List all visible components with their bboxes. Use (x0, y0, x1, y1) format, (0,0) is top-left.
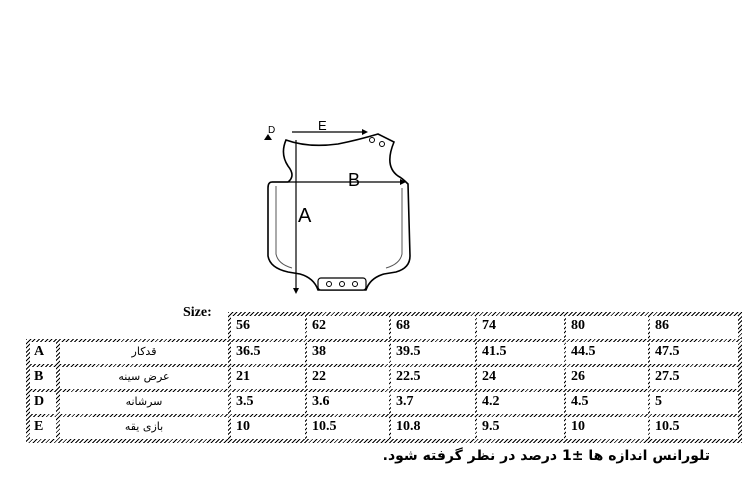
row-e-value: 10 (566, 417, 648, 439)
measure-e-arrow (362, 129, 368, 135)
row-code-d: D (30, 392, 56, 414)
snap-3 (353, 282, 358, 287)
row-e-value: 10.5 (650, 417, 738, 439)
size-label: Size: (183, 305, 212, 320)
row-e-value: 10.5 (307, 417, 389, 439)
size-cell-80: 80 (566, 316, 648, 339)
row-b-value: 22 (307, 367, 389, 389)
row-code-a: A (30, 342, 56, 364)
row-a-value: 36.5 (231, 342, 305, 364)
row-a-value: 38 (307, 342, 389, 364)
row-a-value: 39.5 (391, 342, 475, 364)
measure-d-label: D (268, 125, 276, 136)
measure-e-label: E (318, 118, 327, 133)
row-name-e: بازی یقه (60, 417, 228, 439)
tolerance-note: تلورانس اندازه ها ±1 درصد در نظر گرفته شود. (382, 448, 710, 464)
row-b-value: 22.5 (391, 367, 475, 389)
row-d-value: 5 (650, 392, 738, 414)
row-e-value: 10 (231, 417, 305, 439)
shoulder-snap-1 (370, 138, 375, 143)
measure-a-arrow (293, 288, 299, 294)
row-d-value: 3.5 (231, 392, 305, 414)
row-code-b: B (30, 367, 56, 389)
row-a-value: 47.5 (650, 342, 738, 364)
row-name-a: قدکار (60, 342, 228, 364)
row-code-e: E (30, 417, 56, 439)
row-d-value: 3.7 (391, 392, 475, 414)
row-d-value: 4.5 (566, 392, 648, 414)
size-cell-62: 62 (307, 316, 389, 339)
size-cell-68: 68 (391, 316, 475, 339)
row-b-value: 24 (477, 367, 564, 389)
row-e-value: 9.5 (477, 417, 564, 439)
measure-a-label: A (298, 205, 312, 227)
row-name-b: عرض سینه (60, 367, 228, 389)
row-e-value: 10.8 (391, 417, 475, 439)
row-b-value: 26 (566, 367, 648, 389)
shoulder-snap-2 (380, 142, 385, 147)
bodysuit-diagram (258, 118, 418, 300)
row-d-value: 4.2 (477, 392, 564, 414)
snap-1 (327, 282, 332, 287)
bodysuit-outline (268, 134, 410, 290)
row-a-value: 41.5 (477, 342, 564, 364)
row-a-value: 44.5 (566, 342, 648, 364)
size-cell-86: 86 (650, 316, 738, 339)
snap-2 (340, 282, 345, 287)
row-name-d: سرشانه (60, 392, 228, 414)
measure-b-label: B (348, 170, 361, 190)
size-cell-74: 74 (477, 316, 564, 339)
row-b-value: 27.5 (650, 367, 738, 389)
row-b-value: 21 (231, 367, 305, 389)
row-d-value: 3.6 (307, 392, 389, 414)
size-cell-56: 56 (231, 316, 305, 339)
